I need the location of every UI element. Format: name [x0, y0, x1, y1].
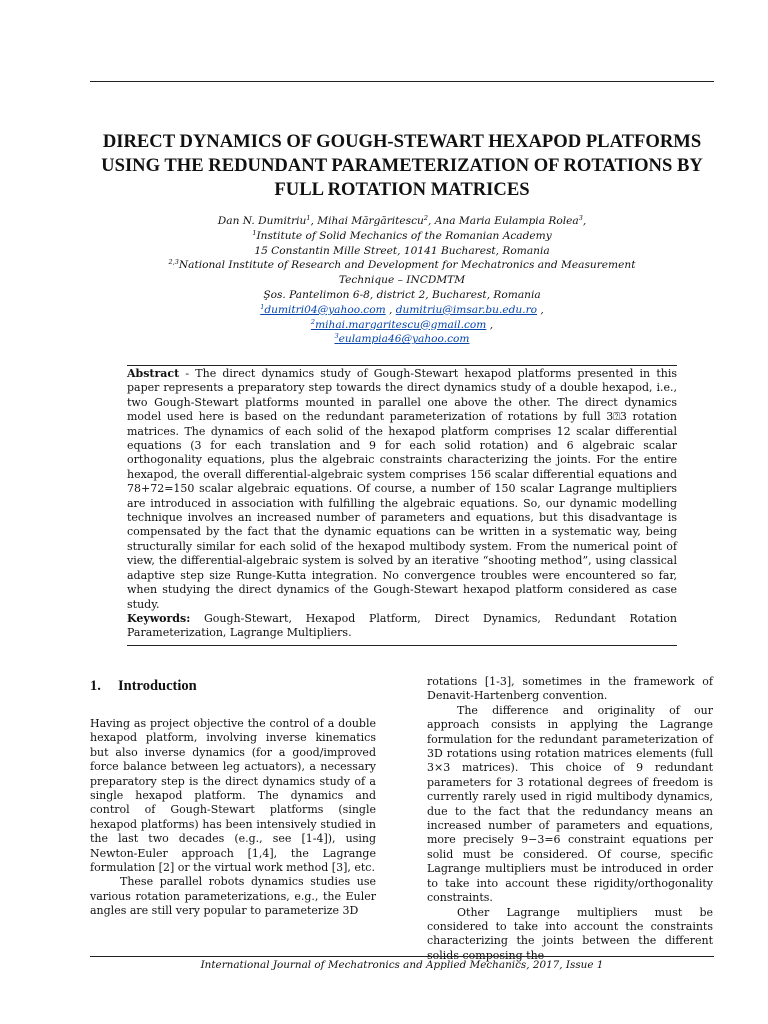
paragraph: The difference and originality of our approach consists in applying the Lagrange formulation for the redundant parameterization of 3D rotations using rotation matrices elements (full 3×3 matrices). This choice of 9 redundant parameters for 3 rotational degrees of freedom is currently rarely used in rigid multibody dynamics, due to the fact that the redundancy means an increased number of parameters and equations, more precisely 9−3=6 constraint equations per solid must be considered. Of course, specific Lagrange multipliers must be introduced in order to take into account these rigidity/orthogonality constraints. [427, 703, 713, 905]
affiliation-2: $^{2,3}$National Institute of Research and Development for Mechatronics and Measurement [168, 258, 636, 272]
left-column [90, 676, 376, 919]
author-names: Dan N. Dumitriu$^1$, Mihai Mărgăritescu$^2$, Ana Maria Eulampia Rolea$^3$, [217, 214, 587, 227]
header-rule [90, 81, 714, 82]
affiliation-2-cont: Technique – INCDMTM [338, 274, 466, 287]
section-heading [90, 676, 376, 696]
author-block [90, 214, 714, 347]
paragraph: rotations [1-3], sometimes in the framework of Denavit-Hartenberg convention. [427, 675, 713, 703]
affiliation-2-address: Şos. Pantelimon 6-8, district 2, Bucharest, Romania [263, 288, 541, 301]
paragraph: These parallel robots dynamics studies use various rotation parameterizations, e.g., the Euler angles are still very popular to parameterize 3D [90, 875, 376, 918]
title-line: FULL ROTATION MATRICES [274, 179, 530, 200]
keywords-label: Keywords: [127, 611, 191, 625]
email-link-3[interactable]: $^3$eulampia46@yahoo.com [334, 332, 470, 346]
footer-rule [90, 956, 714, 957]
email-link-2[interactable]: $^2$mihai.margaritescu@gmail.com [310, 317, 487, 331]
right-column [427, 675, 713, 963]
paper-title [90, 130, 714, 202]
keywords: Keywords: Gough-Stewart, Hexapod Platform, Direct Dynamics, Redundant Rotation Parameterization, Lagrange Multipliers. [127, 612, 677, 646]
title-line: USING THE REDUNDANT PARAMETERIZATION OF ROTATIONS BY [101, 155, 703, 176]
section-title: Introduction [118, 678, 197, 694]
abstract-text: Abstract - The direct dynamics study of Gough-Stewart hexapod platforms presented in this paper represents a preparatory step towards the direct dynamics study of a double hexapod, i.e., two Gough-Stewart platforms mounted in parallel one above the other. The direct dynamics model used here is based on the redundant parameterization of rotations by full 3⍰3 rotation matrices. The dynamics of each solid of the hexapod platform comprises 12 scalar differential equations (3 for each translation and 9 for each solid rotation) and 6 algebraic scalar orthogonality equations, plus the algebraic constraints characterizing the joints. For the entire hexapod, the overall differential-algebraic system comprises 156 scalar differential equations and 78+72=150 scalar algebraic equations. Of course, a number of 150 scalar Lagrange multipliers are introduced in association with fulfilling the algebraic equations. So, our dynamic modelling technique involves an increased number of parameters and equations, but this disadvantage is compensated by the fact that the dynamic equations can be written in a systematic way, being structurally similar for each solid of the hexapod multibody system. From the numerical point of view, the differential-algebraic system is solved by an iterative “shooting method”, using classical adaptive step size Runge-Kutta integration. No convergence troubles were encountered so far, when studying the direct dynamics of the Gough-Stewart hexapod platform considered as case study. [127, 367, 677, 611]
abstract-label: Abstract [127, 367, 180, 380]
email-line-1: $^1$dumitri04@yahoo.com , dumitriu@imsar.bu.edu.ro , [260, 302, 544, 316]
title-line: DIRECT DYNAMICS OF GOUGH-STEWART HEXAPOD PLATFORMS [102, 131, 702, 152]
journal-footer: International Journal of Mechatronics and Applied Mechanics, 2017, Issue 1 [200, 959, 604, 971]
email-link-1b[interactable]: dumitriu@imsar.bu.edu.ro [395, 303, 538, 316]
paragraph: Having as project objective the control of a double hexapod platform, involving inverse kinematics but also inverse dynamics (for a good/improved force balance between leg actuators), a necessary preparatory step is the direct dynamics study of a single hexapod platform. The dynamics and control of Gough-Stewart platforms (single hexapod platforms) has been intensively studied in the last two decades (e.g., see [1-4]), using Newton-Euler approach [1,4], the Lagrange formulation [2] or the virtual work method [3], etc. [90, 717, 376, 875]
abstract-section [127, 365, 677, 646]
affiliation-1-address: 15 Constantin Mille Street, 10141 Bucharest, Romania [254, 244, 550, 257]
email-line-3 [90, 332, 714, 347]
email-link-1[interactable]: $^1$dumitri04@yahoo.com [260, 302, 386, 316]
section-number: 1. [90, 678, 101, 694]
affiliation-1: $^1$Institute of Solid Mechanics of the Romanian Academy [252, 228, 552, 242]
paragraph: Other Lagrange multipliers must be considered to take into account the constraints characterizing the joints between the different solids composing the [427, 905, 713, 962]
email-line-2: $^2$mihai.margaritescu@gmail.com , [310, 317, 494, 331]
